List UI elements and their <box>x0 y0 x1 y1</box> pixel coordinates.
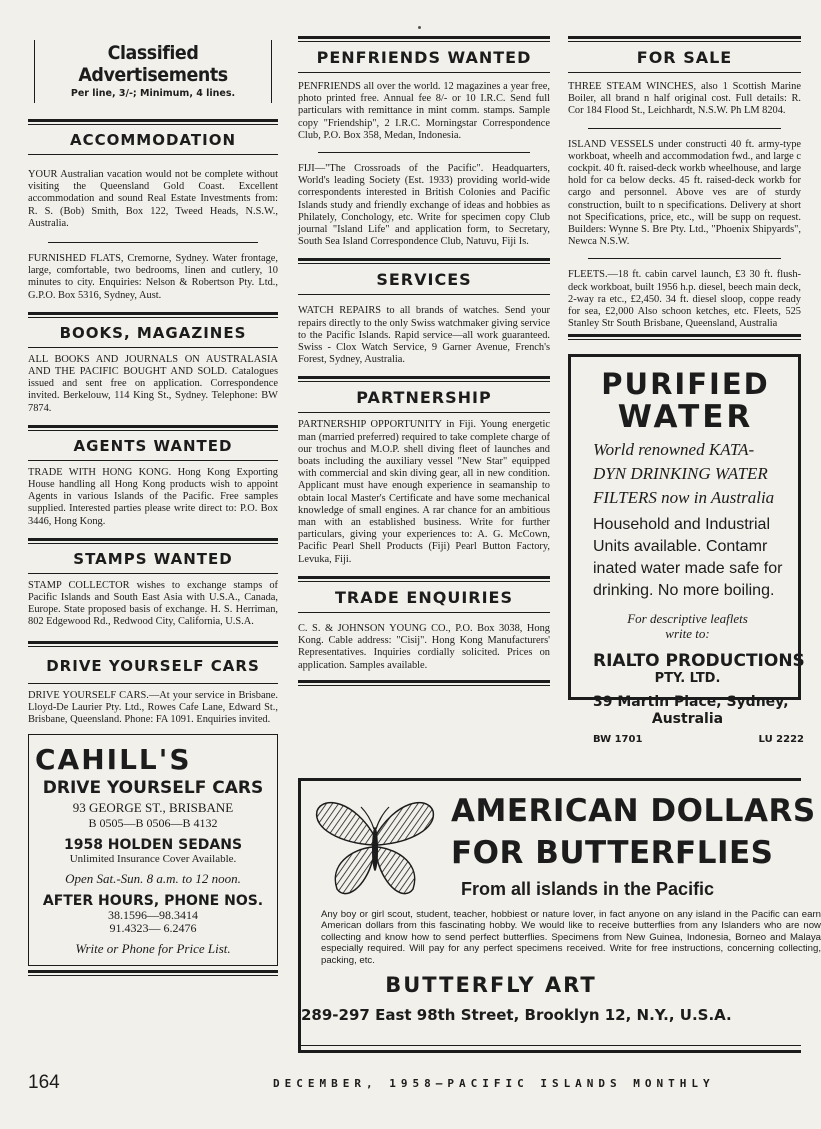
tagline-2: DYN DRINKING WATER <box>593 464 768 484</box>
page-number: 164 <box>28 1072 60 1093</box>
cahills-after-hours: AFTER HOURS, PHONE NOS. <box>42 893 264 910</box>
purified-water-advertisement <box>568 354 805 746</box>
divider <box>318 152 530 153</box>
divider <box>28 460 278 461</box>
divider <box>568 72 801 73</box>
classified-header <box>34 40 272 103</box>
ad-gold-coast: YOUR Australian vacation would not be complete without visiting the Queensland Gold Coast. Excellent accommodation and sound Real Estate Investments from: R. S. (Bob) Smith, Box 122, Tweed Heads, N.S.W., Australia. <box>28 169 278 229</box>
ad-steam-winches: THREE STEAM WINCHES, also 1 Scottish Marine Boiler, all brand n half original cost. Full details: R. Cor 184 Flood St., Leichhardt, N.S.W. Ph LM 8204. <box>568 81 801 117</box>
heading-trade: TRADE ENQUIRIES <box>335 587 513 607</box>
tagline-3: FILTERS now in Australia <box>593 488 775 508</box>
rialto-address-2: Australia <box>651 711 724 728</box>
water-heading: WATER <box>617 399 754 436</box>
purified-heading: PURIFIED <box>601 367 770 402</box>
classified-title: Classified Advertisements <box>78 42 228 86</box>
divider <box>28 970 278 976</box>
heading-agents: AGENTS WANTED <box>73 436 233 455</box>
divider <box>298 294 550 295</box>
divider <box>298 412 550 413</box>
heading-services: SERVICES <box>376 270 472 290</box>
divider <box>28 347 278 348</box>
column-right <box>568 30 805 746</box>
heading-partnership: PARTNERSHIP <box>356 388 492 408</box>
butterfly-address: 289-297 East 98th Street, Brooklyn 12, N.Y., U.S.A. <box>301 1006 732 1024</box>
ad-fiji-club: FIJI—"The Crossroads of the Pacific". Headquarters, World's leading Society (Est. 1933) providing world-wide correspondents interested in British Colonies and Pacific Islands study and friendly exchange of ideas and hobbies as Philately, Conchology, etc. Write for specimen copy Club journal "Island Life" and application form, to Secretary, South Sea Island Correspondence Club, Natuvu, Fiji Is. <box>298 163 550 248</box>
butterfly-subheadline: From all islands in the Pacific <box>461 879 715 899</box>
ad-furnished-flats: FURNISHED FLATS, Cremorne, Sydney. Water frontage, large, comfortable, two bedrooms, linen and cutlery, 10 minutes to city. Enquiries: Nelson & Robertson Pty. Ltd., G.P.O. Box 5316, Sydney, Aust. <box>28 253 278 301</box>
divider <box>28 683 278 684</box>
butterfly-headline-1: AMERICAN DOLLARS <box>451 793 816 829</box>
heading-drive: DRIVE YOURSELF CARS <box>46 656 260 675</box>
ad-morningstar: PENFRIENDS all over the world. 12 magazines a year free, photo printed free. Annual fee 8/- or 10 I.R.C. Send full particulars with remittance in mint comm. stamps. Sample copy "Friendship", 2 I.R.C. Morningstar Correspondence Club, P.O. Box 358, Medan, Indonesia. <box>298 81 550 141</box>
body-line-4: drinking. No more boiling. <box>593 582 775 600</box>
leaflets-line-1: For descriptive leaflets <box>627 611 748 627</box>
divider <box>588 128 781 129</box>
ad-island-vessels: ISLAND VESSELS under constructi 40 ft. army-type workboat, wheelh and accommodation fwd., and large c cockpit. 40 ft. raised-deck workb wheelhouse, and large hold for ca below decks. 45 ft. raised-deck workb for cargo and personnel. Above ves are of sturdy construction, built to n specifications. Delivery at short not Specifications, price, etc., will be supp on request. Builders: Wynne S. Bre Pty. Ltd., "Phoenix Shipyards", Newca N.S.W. <box>568 138 801 248</box>
ad-hong-kong: TRADE WITH HONG KONG. Hong Kong Exporting House handling all Hong Kong products wish to appoint Agents in various Islands of the Pacific. Free samples supplied. Interested parties please write direct to: P.O. Box 3446, Hong Kong. <box>28 466 278 527</box>
cahills-after-phones-1: 38.1596—98.3414 <box>108 908 198 923</box>
divider <box>301 1045 801 1046</box>
rialto-phone-2: LU 2222 <box>758 734 804 746</box>
cahills-phones: B 0505—B 0506—B 4132 <box>88 816 218 831</box>
divider <box>28 573 278 574</box>
divider <box>48 242 258 243</box>
cahills-hours: Open Sat.-Sun. 8 a.m. to 12 noon. <box>65 871 241 887</box>
ad-johnson-young: C. S. & JOHNSON YOUNG CO., P.O. Box 3038, Hong Kong. Cable address: "Cisij". Hong Kong Manufacturers' Representatives. Inquiries cordially solicited. Prices on application. Samples available. <box>298 622 550 671</box>
leaflets-line-2: write to: <box>665 626 710 642</box>
ad-drive-yourself: DRIVE YOURSELF CARS.—At your service in Brisbane. Lloyd-De Laurier Pty. Ltd., Rowes Cafe Lane, Edward St., Brisbane, Queensland. Phone: FA 1091. Enquiries invited. <box>28 689 278 726</box>
page-footer <box>28 1072 801 1096</box>
heading-stamps: STAMPS WANTED <box>73 549 233 568</box>
rialto-address-1: 39 Martin Place, Sydney, <box>593 694 789 711</box>
heading-books: BOOKS, MAGAZINES <box>59 323 247 342</box>
heading-penfriends: PENFRIENDS WANTED <box>316 48 532 67</box>
rialto-phone-1: BW 1701 <box>593 734 643 746</box>
cahills-price-list: Write or Phone for Price List. <box>75 941 231 957</box>
ad-partnership: PARTNERSHIP OPPORTUNITY in Fiji. Young energetic man (married preferred) required to take complete charge of our trochus and M.O.P. shell diving fleet of launches and boats including the auxiliary vessel "New Star" equipped with commercial and skin diving gear, all in new condition. Applicant must have enough experience in seamanship to obtain local Master's Certificate and have some mechanical knowledge of small engines. A rar chance for an ambitious man with an established business. Write for further particulars, giving your experiences to: A. G. McCown, Pacific Pearl Shell Products (Fiji) Pearl Button Factory, Levuka, Fiji. <box>298 419 550 565</box>
cahills-insurance: Unlimited Insurance Cover Available. <box>69 853 237 866</box>
body-line-1: Household and Industrial <box>593 516 771 534</box>
cahills-service: DRIVE YOURSELF CARS <box>42 778 264 799</box>
rialto-phones <box>593 734 804 746</box>
ad-watch-repairs: WATCH REPAIRS to all brands of watches. Send your repairs directly to the only Swiss watchmaker giving service to the Pacific Islands. Rapid service—all work guaranteed. Swiss - Clox Watch Service, 9 Garner Avenue, French's Forest, Sydney, Australia. <box>298 305 550 366</box>
divider <box>588 258 781 259</box>
heading-accommodation: ACCOMMODATION <box>70 131 236 149</box>
divider <box>28 154 278 155</box>
classified-rates: Per line, 3/-; Minimum, 4 lines. <box>70 88 236 99</box>
cahills-name: CAHILL'S <box>35 743 192 777</box>
cahills-address: 93 GEORGE ST., BRISBANE <box>72 800 234 816</box>
divider <box>298 612 550 613</box>
butterfly-icon <box>315 793 435 903</box>
divider <box>298 72 550 73</box>
heading-for-sale: FOR SALE <box>636 48 733 67</box>
divider <box>298 680 550 686</box>
butterfly-company: BUTTERFLY ART <box>385 973 597 997</box>
rialto-ptyltd: PTY. LTD. <box>654 671 721 687</box>
ad-fleets: FLEETS.—18 ft. cabin carvel launch, £3 30 ft. flush-deck workboat, built 1956 h.p. diesel, beech main deck, 2-way ra etc., £2,450. 34 ft. diesel sloop, coppe ready for sea, £2,000 Also schoon ketches, etc. Fleets, 525 Stanley Str South Brisbane, Queensland, Australia <box>568 269 801 330</box>
ad-books: ALL BOOKS AND JOURNALS ON AUSTRALASIA AND THE PACIFIC BOUGHT AND SOLD. Catalogues issued and sent free on application. Correspondence invited. Berkelouw, 114 King St., Sydney. Telephone: BW 7874. <box>28 353 278 414</box>
cahills-advertisement <box>28 734 278 966</box>
ad-stamp-collector: STAMP COLLECTOR wishes to exchange stamps of Pacific Islands and South East Asia with U.S.A., Canada, Europe. State proposed basis of exchange. H. S. Herriman, 802 Edgewood Rd., Redwood City, California, U.S.A. <box>28 579 278 628</box>
page-mark <box>418 26 421 29</box>
cahills-after-phones-2: 91.4323— 6.2476 <box>109 921 197 936</box>
footer-text: DECEMBER, 1958—PACIFIC ISLANDS MONTHLY <box>273 1077 715 1090</box>
column-middle <box>298 30 550 686</box>
cahills-sedans: 1958 HOLDEN SEDANS <box>63 837 243 854</box>
butterfly-advertisement <box>298 778 821 1053</box>
tagline-1: World renowned KATA- <box>593 440 755 460</box>
rialto-company: RIALTO PRODUCTIONS <box>593 651 805 672</box>
butterfly-body: Any boy or girl scout, student, teacher, hobbiest or nature lover, in fact anyone on any island in the Pacific can earn American dollars from this fascinating hobby. We would like to receive butterflies from any Islanders who are now collecting and know how to send perfect butterflies. Specimens from New Guinea, Indonesia, Borneo and Malaya especially required. Will pay for any perfect specimens received. Write for free instructions, concerning collecting, packing, etc. <box>321 909 821 966</box>
butterfly-headline-2: FOR BUTTERFLIES <box>451 835 774 871</box>
body-line-2: Units available. Contamr <box>593 538 768 556</box>
divider <box>568 334 801 340</box>
column-left <box>28 30 278 976</box>
body-line-3: inated water made safe for <box>593 560 783 578</box>
